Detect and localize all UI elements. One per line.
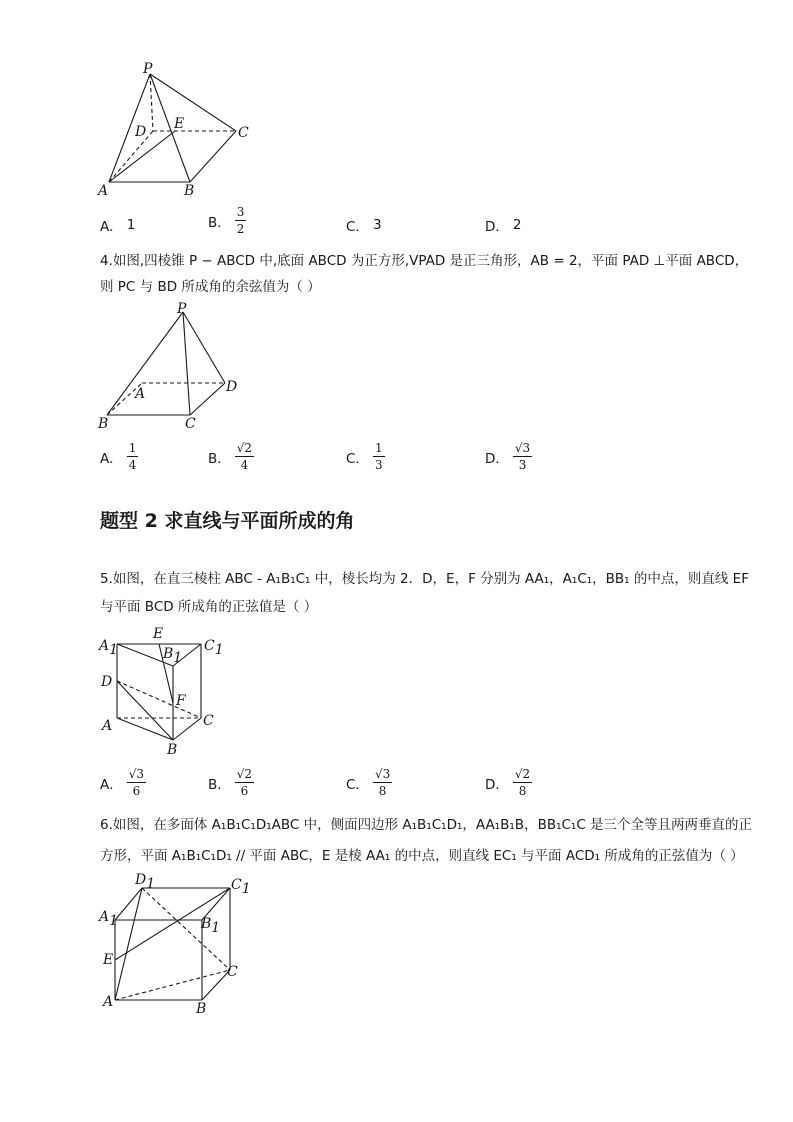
label-e: E [153, 626, 164, 642]
edge-pc [150, 74, 236, 131]
edge-pd [183, 312, 225, 383]
label-a: A [103, 994, 114, 1010]
edge-ad [109, 131, 153, 182]
q5-option-d[interactable]: D． $\frac{√2}{8}$ [485, 767, 531, 798]
q6-stem-line1: 6.如图，在多面体 A₁B₁C₁D₁ABC 中，侧面四边形 A₁B₁C₁D₁，AA₁B₁B，BB₁C₁C 是三个全等且两两垂直的正 [100, 817, 753, 833]
q4-option-c[interactable]: C． $\frac{1}{3}$ [346, 441, 383, 472]
edge-db [117, 681, 173, 740]
q3-option-c[interactable]: C． 3 [346, 217, 382, 235]
q5-stem-line2: 与平面 BCD 所成角的正弦值是（ ） [100, 599, 318, 615]
q6-stem-line2: 方形，平面 A₁B₁C₁D₁ // 平面 ABC，E 是棱 AA₁ 的中点，则直线 EC₁ 与平面 ACD₁ 所成角的正弦值为（ ） [100, 848, 744, 864]
label-d: D [101, 674, 113, 690]
label-f: F [176, 693, 186, 709]
edge-bc [190, 131, 236, 182]
label-e: E [103, 952, 114, 968]
label-e: E [174, 116, 185, 132]
label-c1: C1 [204, 638, 224, 658]
q5-stem-line1: 5.如图，在直三棱柱 ABC - A₁B₁C₁ 中，棱长均为 2．D，E，F 分别为 AA₁，A₁C₁，BB₁ 的中点，则直线 EF [100, 571, 749, 587]
label-a: A [135, 386, 146, 402]
q3-option-a[interactable]: A． 1 [100, 217, 136, 235]
label-d: D [226, 379, 238, 395]
label-a1: A1 [99, 909, 119, 929]
edge-pc [183, 312, 190, 415]
edge-ac [115, 970, 230, 1000]
q3-option-a-value: 1 [126, 217, 136, 233]
figure-q6 [95, 868, 255, 1018]
label-d1: D1 [135, 872, 156, 892]
q3-option-b-fraction: $\frac{3}{2}$ [236, 205, 245, 236]
label-a: A [102, 718, 113, 734]
label-p: P [177, 301, 187, 317]
edge-ab [117, 718, 173, 740]
q3-option-c-value: 3 [372, 217, 382, 233]
q4-stem-line2: 则 PC 与 BD 所成角的余弦值为（ ） [100, 279, 321, 295]
label-b: B [196, 1001, 207, 1017]
q5-option-c[interactable]: C． $\frac{√3}{8}$ [346, 767, 391, 798]
edge-cd [190, 383, 225, 415]
label-d: D [135, 124, 147, 140]
q4-option-b[interactable]: B． $\frac{√2}{4}$ [208, 441, 253, 472]
label-a: A [98, 183, 109, 199]
figure-q3 [95, 58, 265, 203]
q3-option-d[interactable]: D． 2 [485, 217, 522, 235]
q4-option-d[interactable]: D． $\frac{√3}{3}$ [485, 441, 531, 472]
label-b1: B1 [163, 646, 183, 666]
label-c: C [185, 416, 196, 432]
label-b1: B1 [201, 916, 221, 936]
edge-pd [150, 74, 153, 131]
label-c1: C1 [231, 877, 251, 897]
label-c: C [238, 125, 249, 141]
q5-option-b[interactable]: B． $\frac{√2}{6}$ [208, 767, 253, 798]
label-p: P [143, 61, 153, 77]
q3-option-d-value: 2 [512, 217, 522, 233]
label-a1: A1 [99, 638, 119, 658]
label-c: C [203, 713, 214, 729]
edge-dc [117, 681, 201, 718]
section-heading: 题型 2 求直线与平面所成的角 [100, 510, 355, 532]
figure-q5 [95, 622, 230, 762]
q3-option-b[interactable]: B． $\frac{3}{2}$ [208, 205, 245, 236]
label-c: C [227, 964, 238, 980]
label-b: B [184, 183, 195, 199]
q4-stem-line1: 4.如图,四棱锥 P − ABCD 中,底面 ABCD 为正方形,VPAD 是正三角形，AB = 2，平面 PAD ⊥平面 ABCD， [100, 253, 749, 269]
label-b: B [167, 742, 178, 758]
edge-bc [202, 970, 230, 1000]
label-b: B [98, 416, 109, 432]
figure-q4 [95, 300, 245, 435]
q4-option-a[interactable]: A． $\frac{1}{4}$ [100, 441, 137, 472]
q5-option-a[interactable]: A． $\frac{√3}{6}$ [100, 767, 145, 798]
edge-bc [173, 718, 201, 740]
